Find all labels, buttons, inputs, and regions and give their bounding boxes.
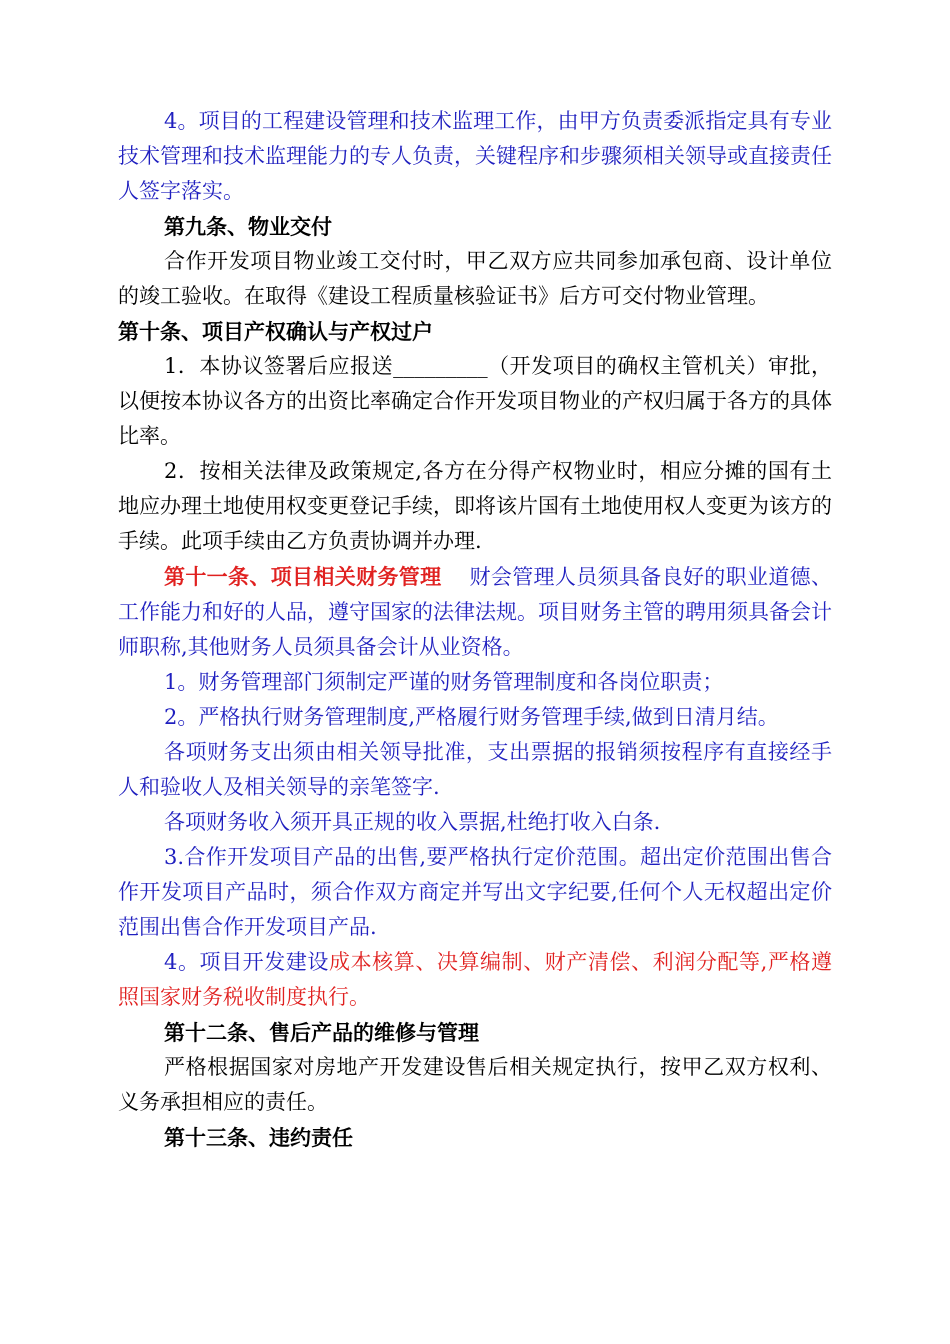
heading-article-11: 第十一条、项目相关财务管理 — [164, 564, 442, 589]
paragraph-article-9: 合作开发项目物业竣工交付时，甲乙双方应共同参加承包商、设计单位的竣工验收。在取得《建设工程质量核验证书》后方可交付物业管理。 — [118, 249, 832, 308]
article-11-intro-text: 财会管理人员须具备良好的职业道德、工作能力和好的人品，遵守国家的法律法规。项目财务主管的聘用须具备会计师职称,其他财务人员须具备会计从业资格。 — [118, 565, 833, 659]
article-11-item-4-red-text: 成本核算、决算编制、财产清偿、利润分配等,严格遵照国家财务税收制度执行。 — [118, 950, 832, 1009]
paragraph-article-11-intro — [118, 559, 832, 665]
paragraph-article-11-item-3: 3.合作开发项目产品的出售,要严格执行定价范围。超出定价范围出售合作开发项目产品时，须合作双方商定并写出文字纪要,任何个人无权超出定价范围出售合作开发项目产品. — [118, 845, 832, 939]
article-11-item-4-blue-text: 4。项目开发建设 — [164, 950, 329, 974]
heading-article-9: 第九条、物业交付 — [164, 214, 332, 239]
paragraph-article-12: 严格根据国家对房地产开发建设售后相关规定执行，按甲乙双方权利、义务承担相应的责任。 — [118, 1055, 832, 1114]
paragraph-item-4-supervision: 4。项目的工程建设管理和技术监理工作，由甲方负责委派指定具有专业技术管理和技术监理能力的专人负责，关键程序和步骤须相关领导或直接责任人签字落实。 — [118, 109, 832, 203]
heading-article-12: 第十二条、售后产品的维修与管理 — [164, 1020, 479, 1045]
heading-article-10: 第十条、项目产权确认与产权过户 — [118, 319, 433, 344]
paragraph-article-11-item-2-income: 各项财务收入须开具正规的收入票据,杜绝打收入白条. — [164, 810, 661, 834]
paragraph-article-11-item-1: 1。财务管理部门须制定严谨的财务管理制度和各岗位职责； — [164, 670, 724, 694]
paragraph-article-11-item-2-expenses: 各项财务支出须由相关领导批准，支出票据的报销须按程序有直接经手人和验收人及相关领导的亲笔签字. — [118, 740, 832, 799]
paragraph-article-11-item-2: 2。严格执行财务管理制度,严格履行财务管理手续,做到日清月结。 — [164, 705, 779, 729]
paragraph-article-10-item-2: 2．按相关法律及政策规定,各方在分得产权物业时，相应分摊的国有土地应办理土地使用权变更登记手续，即将该片国有土地使用权人变更为该方的手续。此项手续由乙方负责协调并办理. — [118, 459, 832, 553]
heading-article-13: 第十三条、违约责任 — [164, 1125, 353, 1150]
paragraph-article-11-item-4 — [118, 945, 832, 1015]
paragraph-article-10-item-1: 1．本协议签署后应报送_________（开发项目的确权主管机关）审批，以便按本协议各方的出资比率确定合作开发项目物业的产权归属于各方的具体比率。 — [118, 354, 832, 448]
